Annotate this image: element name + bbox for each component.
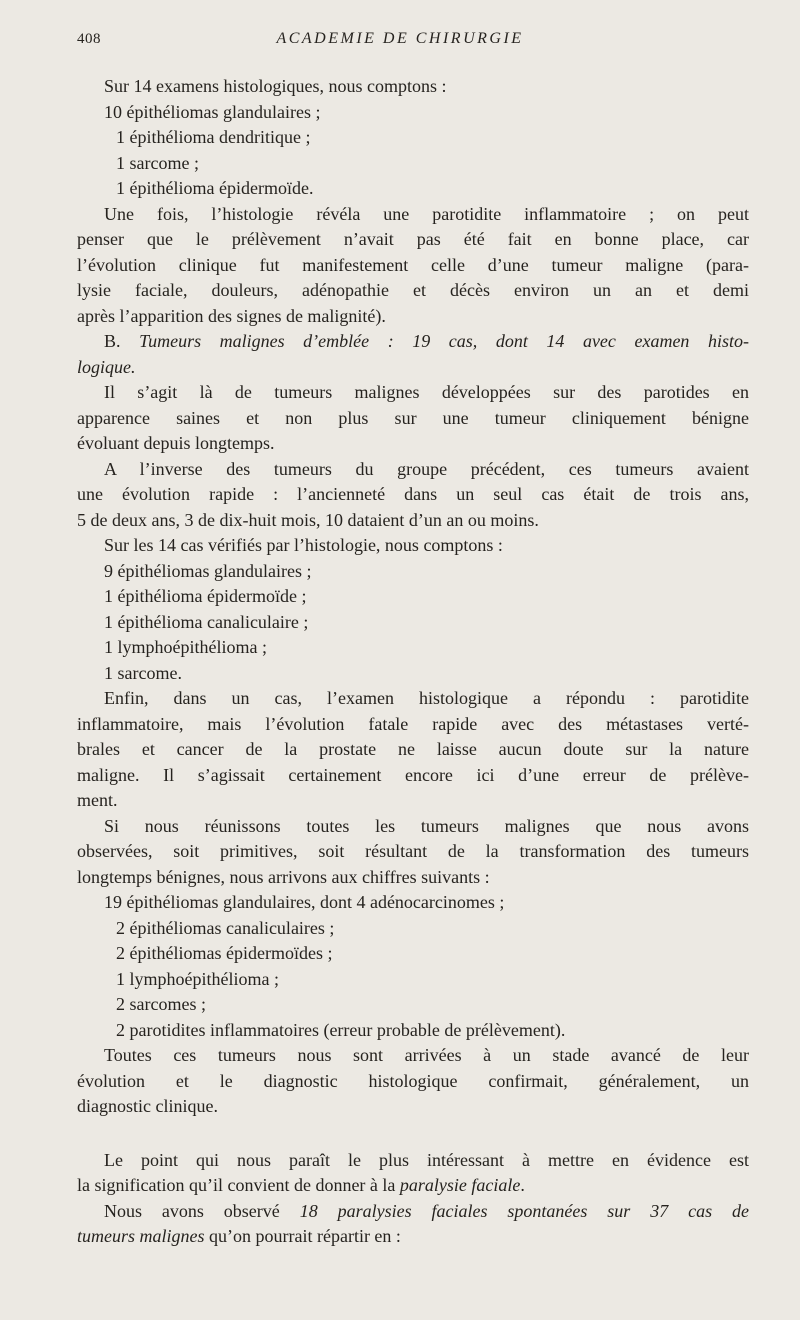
text-line: Il s’agit là de tumeurs malignes développées sur des parotides en [104, 382, 749, 402]
list-item: 2 épithéliomas canaliculaires ; [116, 917, 335, 938]
running-title: ACADEMIE DE CHIRURGIE [276, 30, 524, 47]
text-line: Sur 14 examens histologiques, nous comptons : [104, 76, 447, 96]
list-item: 1 épithélioma canaliculaire ; [104, 611, 309, 632]
text-line: longtemps bénignes, nous arrivons aux chiffres suivants : [77, 866, 490, 887]
paragraph-gap [77, 1120, 749, 1148]
text-line: A l’inverse des tumeurs du groupe précédent, ces tumeurs avaient [104, 458, 749, 479]
text-line: inflammatoire, mais l’évolution fatale rapide avec des métastases verté- [77, 713, 749, 734]
text-line: ment. [77, 790, 118, 810]
list-item: 10 épithéliomas glandulaires ; [104, 101, 321, 122]
text-line: Une fois, l’histologie révéla une parotidite inflammatoire ; on peut [104, 203, 749, 224]
list-item: 19 épithéliomas glandulaires, dont 4 adénocarcinomes ; [104, 892, 505, 912]
list-item: 1 lymphoépithélioma ; [116, 968, 279, 989]
text-line: maligne. Il s’agissait certainement encore ici d’une erreur de prélève- [77, 764, 749, 785]
list-item: 1 épithélioma épidermoïde ; [104, 586, 307, 606]
text-line: apparence saines et non plus sur une tumeur cliniquement bénigne [77, 407, 749, 428]
page-number: 408 [77, 31, 101, 47]
text-line: Si nous réunissons toutes les tumeurs malignes que nous avons [104, 815, 749, 836]
list-item: 1 sarcome. [104, 662, 182, 683]
text-line: 5 de deux ans, 3 de dix-huit mois, 10 dataient d’un an ou moins. [77, 509, 539, 530]
text-line: observées, soit primitives, soit résultant de la transformation des tumeurs [77, 841, 749, 861]
list-item: 2 parotidites inflammatoires (erreur probable de prélèvement). [116, 1019, 566, 1040]
list-item: 1 sarcome ; [116, 152, 199, 173]
list-item: 1 épithélioma dendritique ; [116, 127, 311, 147]
body-text [77, 74, 749, 1250]
text-line: l’évolution clinique fut manifestement celle d’une tumeur maligne (para- [77, 254, 749, 275]
section-heading: logique. [77, 356, 136, 377]
text-line: Nous avons observé 18 paralysies faciales spontanées sur 37 cas de [104, 1200, 749, 1221]
text-line: évoluant depuis longtemps. [77, 433, 275, 453]
text-line: Toutes ces tumeurs nous sont arrivées à un stade avancé de leur [104, 1045, 749, 1065]
text-line: lysie faciale, douleurs, adénopathie et décès environ un an et demi [77, 280, 749, 300]
text-line: brales et cancer de la prostate ne laisse aucun doute sur la nature [77, 739, 749, 759]
text-line: diagnostic clinique. [77, 1096, 218, 1116]
list-item: 1 épithélioma épidermoïde. [116, 178, 314, 198]
list-item: 2 épithéliomas épidermoïdes ; [116, 943, 333, 963]
text-line: après l’apparition des signes de malignité). [77, 305, 386, 326]
text-line: la signification qu’il convient de donner à la paralysie faciale. [77, 1175, 525, 1195]
text-line: tumeurs malignes qu’on pourrait répartir en : [77, 1226, 401, 1246]
text-line: penser que le prélèvement n’avait pas été fait en bonne place, car [77, 229, 749, 249]
list-item: 9 épithéliomas glandulaires ; [104, 560, 312, 581]
section-heading: B. Tumeurs malignes d’emblée : 19 cas, dont 14 avec examen histo- [104, 331, 749, 351]
text-line: évolution et le diagnostic histologique confirmait, généralement, un [77, 1070, 749, 1091]
list-item: 1 lymphoépithélioma ; [104, 637, 267, 657]
text-line: une évolution rapide : l’ancienneté dans un seul cas était de trois ans, [77, 484, 749, 504]
text-line: Le point qui nous paraît le plus intéressant à mettre en évidence est [104, 1149, 749, 1170]
text-line: Sur les 14 cas vérifiés par l’histologie, nous comptons : [104, 535, 503, 555]
text-line: Enfin, dans un cas, l’examen histologique a répondu : parotidite [104, 688, 749, 708]
list-item: 2 sarcomes ; [116, 994, 206, 1014]
